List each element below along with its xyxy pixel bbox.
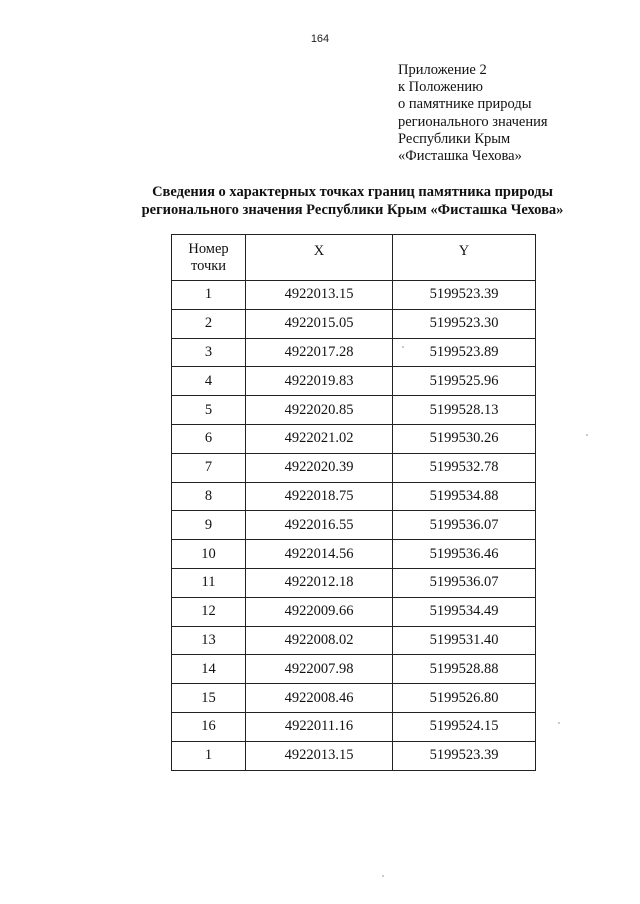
page-number: 164 (310, 33, 330, 45)
appendix-line: регионального значения (398, 113, 548, 130)
cell-y: 5199523.30 (393, 309, 536, 338)
appendix-line: «Фисташка Чехова» (398, 148, 522, 165)
cell-x: 4922019.83 (246, 367, 393, 396)
cell-x: 4922012.18 (246, 568, 393, 597)
cell-y: 5199528.88 (393, 655, 536, 684)
cell-x: 4922013.15 (246, 281, 393, 310)
title-line-2: регионального значения Республики Крым «Фисташка Чехова» (141, 202, 564, 218)
cell-y: 5199526.80 (393, 684, 536, 713)
scan-speck (382, 875, 384, 877)
cell-x: 4922009.66 (246, 597, 393, 626)
cell-y: 5199524.15 (393, 712, 536, 741)
cell-point-number: 3 (172, 338, 246, 367)
cell-point-number: 10 (172, 540, 246, 569)
appendix-line: о памятнике природы (398, 96, 532, 113)
cell-y: 5199523.89 (393, 338, 536, 367)
scan-speck (586, 434, 588, 436)
document-title (0, 183, 640, 219)
cell-x: 4922016.55 (246, 511, 393, 540)
cell-y: 5199534.88 (393, 482, 536, 511)
cell-x: 4922020.39 (246, 453, 393, 482)
cell-x: 4922015.05 (246, 309, 393, 338)
cell-x: 4922007.98 (246, 655, 393, 684)
cell-x: 4922014.56 (246, 540, 393, 569)
header-x: X (246, 235, 393, 281)
cell-y: 5199523.39 (393, 741, 536, 770)
cell-x: 4922018.75 (246, 482, 393, 511)
coordinates-table (171, 234, 536, 771)
cell-point-number: 11 (172, 568, 246, 597)
table-row (172, 482, 536, 511)
cell-x: 4922013.15 (246, 741, 393, 770)
table-row (172, 712, 536, 741)
table-row (172, 511, 536, 540)
cell-y: 5199536.07 (393, 511, 536, 540)
cell-point-number: 1 (172, 281, 246, 310)
appendix-block (398, 62, 548, 165)
cell-x: 4922020.85 (246, 396, 393, 425)
cell-point-number: 12 (172, 597, 246, 626)
table-row (172, 568, 536, 597)
cell-x: 4922017.28 (246, 338, 393, 367)
table-header-row (172, 235, 536, 281)
table-row (172, 684, 536, 713)
header-point-number (172, 235, 246, 281)
header-point-number-line2: точки (190, 257, 227, 274)
cell-point-number: 16 (172, 712, 246, 741)
table-row (172, 309, 536, 338)
table-row (172, 453, 536, 482)
cell-point-number: 9 (172, 511, 246, 540)
cell-point-number: 4 (172, 367, 246, 396)
appendix-line: Приложение 2 (398, 62, 487, 78)
cell-point-number: 14 (172, 655, 246, 684)
cell-x: 4922008.02 (246, 626, 393, 655)
title-line-1: Сведения о характерных точках границ памятника природы (152, 184, 553, 200)
cell-y: 5199528.13 (393, 396, 536, 425)
header-y: Y (393, 235, 536, 281)
appendix-line: Республики Крым (398, 130, 511, 147)
table-row (172, 367, 536, 396)
cell-y: 5199523.39 (393, 281, 536, 310)
table-row (172, 741, 536, 770)
table-row (172, 597, 536, 626)
header-point-number-line1: Номер (188, 240, 229, 257)
cell-point-number: 8 (172, 482, 246, 511)
cell-point-number: 7 (172, 453, 246, 482)
cell-point-number: 2 (172, 309, 246, 338)
cell-point-number: 1 (172, 741, 246, 770)
cell-point-number: 5 (172, 396, 246, 425)
table-row (172, 281, 536, 310)
cell-point-number: 15 (172, 684, 246, 713)
cell-point-number: 13 (172, 626, 246, 655)
table-row (172, 540, 536, 569)
table-row (172, 338, 536, 367)
cell-x: 4922021.02 (246, 424, 393, 453)
cell-point-number: 6 (172, 424, 246, 453)
cell-y: 5199530.26 (393, 424, 536, 453)
scan-speck (558, 722, 560, 724)
cell-y: 5199536.07 (393, 568, 536, 597)
cell-y: 5199536.46 (393, 540, 536, 569)
appendix-line: к Положению (398, 79, 483, 96)
cell-y: 5199532.78 (393, 453, 536, 482)
table-row (172, 424, 536, 453)
cell-x: 4922008.46 (246, 684, 393, 713)
scan-speck (402, 346, 404, 348)
cell-y: 5199525.96 (393, 367, 536, 396)
cell-x: 4922011.16 (246, 712, 393, 741)
table-row (172, 655, 536, 684)
table-row (172, 396, 536, 425)
cell-y: 5199534.49 (393, 597, 536, 626)
cell-y: 5199531.40 (393, 626, 536, 655)
table-row (172, 626, 536, 655)
